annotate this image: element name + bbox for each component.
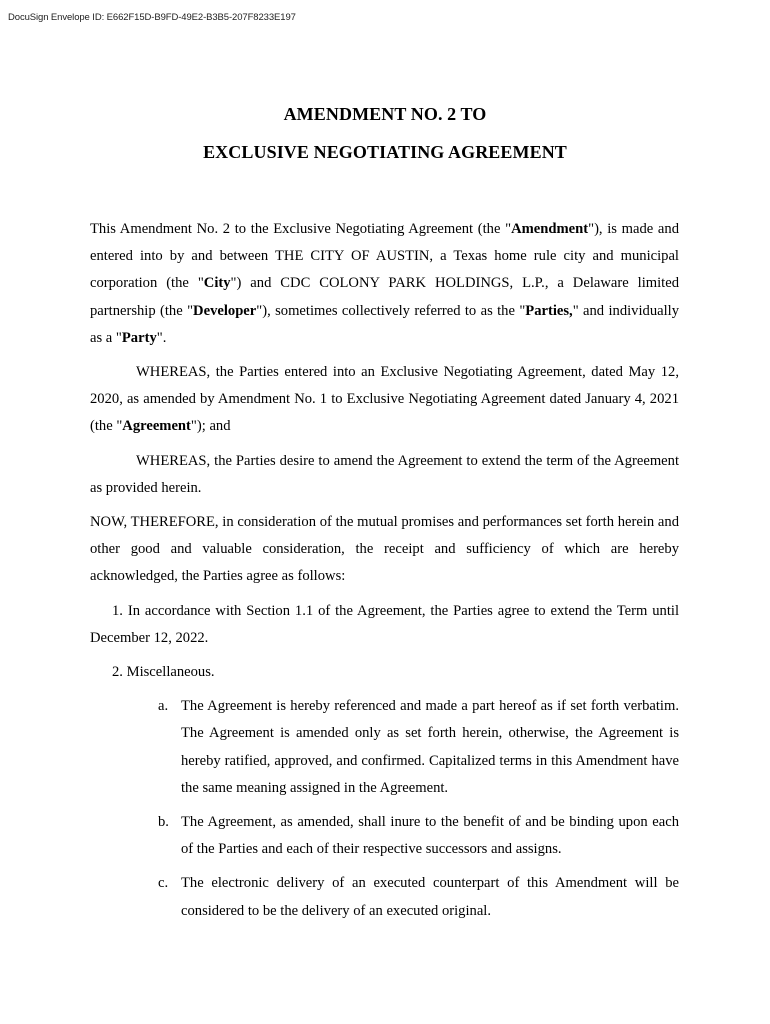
document-title-line-2: EXCLUSIVE NEGOTIATING AGREEMENT [203, 142, 567, 162]
sub-item-text: The Agreement is hereby referenced and made a part hereof as if set forth verbatim. The Agreement is amended only as set forth herein, otherwise, the Agreement is hereby ratified, approved, and confirmed. Capitalized terms in this Amendment have the same meaning assigned in the Agreement. [181, 698, 679, 796]
numbered-item-2: 2. Miscellaneous. [112, 664, 215, 681]
whereas-paragraph-2: WHEREAS, the Parties desire to amend the Agreement to extend the term of the Agreement as provided herein. [90, 452, 679, 496]
sub-item-b [158, 809, 679, 863]
whereas-paragraph-1: WHEREAS, the Parties entered into an Exclusive Negotiating Agreement, dated May 12, 2020, as amended by Amendment No. 1 to Exclusive Negotiating Agreement dated January 4, 2021 (the "Agreement"); and [90, 364, 679, 435]
sub-item-text: The electronic delivery of an executed counterpart of this Amendment will be considered to be the delivery of an executed original. [181, 875, 679, 919]
sub-item-label: b. [158, 814, 169, 831]
sub-item-label: c. [158, 875, 169, 892]
document-body [90, 216, 679, 932]
numbered-item-1: 1. In accordance with Section 1.1 of the Agreement, the Parties agree to extend the Term until December 12, 2022. [90, 602, 679, 646]
sub-item-label: a. [158, 698, 169, 715]
docusign-envelope-id: DocuSign Envelope ID: E662F15D-B9FD-49E2-B3B5-207F8233E197 [8, 12, 296, 23]
sub-item-a [158, 693, 679, 802]
document-title-line-1: AMENDMENT NO. 2 TO [283, 104, 487, 124]
intro-paragraph: This Amendment No. 2 to the Exclusive Negotiating Agreement (the "Amendment"), is made and entered into by and between THE CITY OF AUSTIN, a Texas home rule city and municipal corporation (the "City") and CDC COLONY PARK HOLDINGS, L.P., a Delaware limited partnership (the "Developer"), sometimes collectively referred to as the "Parties," and individually as a "Party". [90, 221, 680, 346]
sub-item-text: The Agreement, as amended, shall inure to the benefit of and be binding upon each of the Parties and each of their respective successors and assigns. [181, 814, 679, 858]
now-therefore-paragraph: NOW, THEREFORE, in consideration of the mutual promises and performances set forth herein and other good and valuable consideration, the receipt and sufficiency of which are hereby acknowledged, the Parties agree as follows: [90, 514, 679, 585]
sub-item-c [158, 870, 679, 924]
